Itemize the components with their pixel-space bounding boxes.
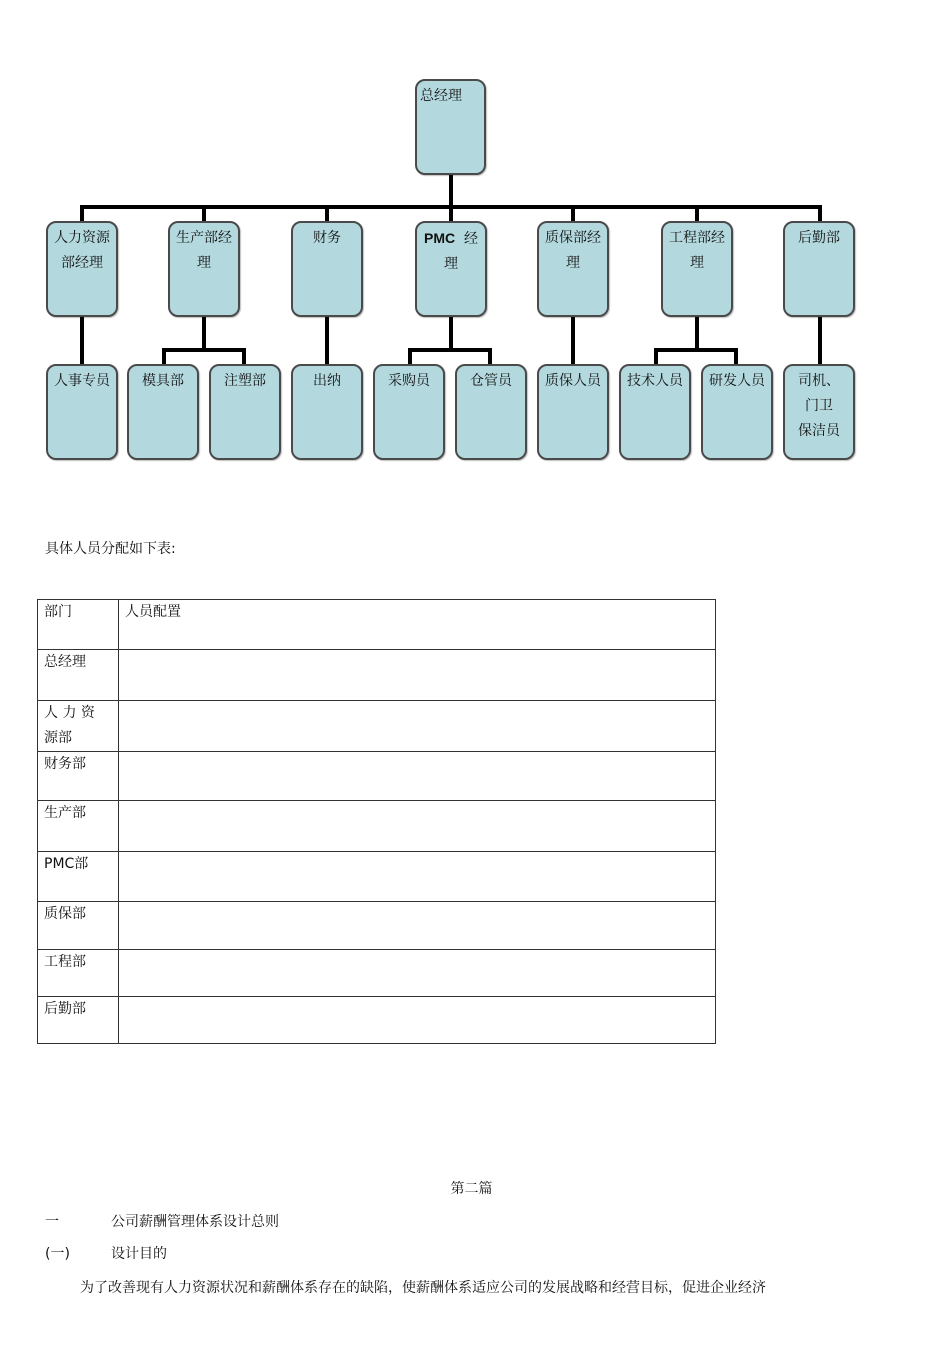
connector-line bbox=[325, 317, 329, 365]
heading-1-text: 公司薪酬管理体系设计总则 bbox=[111, 1214, 279, 1230]
section-title: 第二篇 bbox=[450, 1181, 493, 1197]
org-box-warehouse-keeper bbox=[455, 364, 527, 460]
org-box-engineering-manager bbox=[661, 221, 733, 317]
connector-line bbox=[571, 317, 575, 365]
connector-line bbox=[818, 317, 822, 365]
table-cell-staff bbox=[119, 902, 716, 950]
table-row bbox=[38, 801, 716, 852]
org-box-label: 理 bbox=[444, 256, 458, 272]
table-row bbox=[38, 950, 716, 997]
connector-line bbox=[408, 348, 412, 365]
connector-line bbox=[654, 348, 738, 352]
org-box-cashier bbox=[291, 364, 363, 460]
org-box-label: 理 bbox=[197, 255, 211, 271]
table-cell-dept: 质保部 bbox=[38, 902, 119, 950]
intro-text: 具体人员分配如下表: bbox=[45, 541, 176, 557]
org-box-qa-staff bbox=[537, 364, 609, 460]
org-box-label: 生产部经 bbox=[176, 230, 232, 246]
table-header-cell: 部门 bbox=[38, 600, 119, 650]
connector-line bbox=[80, 317, 84, 365]
connector-line bbox=[695, 317, 699, 351]
org-box-label: 人事专员 bbox=[54, 373, 110, 389]
table-cell-dept: 人 力 资 源部 bbox=[38, 701, 119, 752]
org-box-label: 经 bbox=[464, 231, 479, 247]
org-box-logistics bbox=[783, 221, 855, 317]
org-box-label: 出纳 bbox=[313, 373, 341, 389]
table-row bbox=[38, 650, 716, 701]
org-box-label-latin: PMC bbox=[423, 230, 456, 246]
org-box-label: 理 bbox=[566, 255, 580, 271]
org-box-label: 质保部经 bbox=[545, 230, 601, 246]
connector-line bbox=[488, 348, 492, 365]
org-box-label: 仓管员 bbox=[470, 373, 512, 389]
connector-line bbox=[202, 317, 206, 351]
org-box-rd-staff bbox=[701, 364, 773, 460]
table-header-row bbox=[38, 600, 716, 650]
table-row bbox=[38, 902, 716, 950]
org-box-driver-guard-cleaner bbox=[783, 364, 855, 460]
connector-line bbox=[734, 348, 738, 365]
heading-2-text: 设计目的 bbox=[111, 1246, 167, 1262]
table-row bbox=[38, 997, 716, 1044]
table-cell-dept: PMC部 bbox=[38, 852, 119, 902]
org-box-purchaser bbox=[373, 364, 445, 460]
body-paragraph: 为了改善现有人力资源状况和薪酬体系存在的缺陷，使薪酬体系适应公司的发展战略和经营目标，促进企业经济 bbox=[80, 1280, 766, 1296]
org-box-label: 人力资源 bbox=[54, 230, 110, 246]
org-box-label: 研发人员 bbox=[709, 373, 765, 389]
table-cell-staff bbox=[119, 701, 716, 752]
table-row bbox=[38, 852, 716, 902]
org-box-technician bbox=[619, 364, 691, 460]
org-box-hr-manager bbox=[46, 221, 118, 317]
org-box-qa-manager bbox=[537, 221, 609, 317]
table-cell-dept: 后勤部 bbox=[38, 997, 119, 1044]
table-row bbox=[38, 752, 716, 801]
org-box-general-manager bbox=[415, 79, 486, 175]
org-box-hr-specialist bbox=[46, 364, 118, 460]
org-box-label: 部经理 bbox=[61, 255, 103, 271]
table-row bbox=[38, 701, 716, 752]
table-cell-dept: 生产部 bbox=[38, 801, 119, 852]
org-box-pmc-manager bbox=[415, 221, 487, 317]
connector-line bbox=[408, 348, 492, 352]
org-box-injection-dept bbox=[209, 364, 281, 460]
connector-line bbox=[162, 348, 166, 365]
staff-allocation-table bbox=[37, 599, 716, 1044]
org-box-label: 财务 bbox=[313, 230, 341, 246]
table-cell-staff bbox=[119, 752, 716, 801]
org-box-label: 工程部经 bbox=[669, 230, 725, 246]
table-header-cell: 人员配置 bbox=[119, 600, 716, 650]
table-cell-staff bbox=[119, 950, 716, 997]
table-cell-dept: 财务部 bbox=[38, 752, 119, 801]
table-cell-staff bbox=[119, 650, 716, 701]
heading-2-number: (一) bbox=[45, 1246, 70, 1262]
connector-line bbox=[449, 317, 453, 351]
table-cell-staff bbox=[119, 997, 716, 1044]
heading-1-number: 一 bbox=[45, 1214, 59, 1230]
org-box-label: 注塑部 bbox=[224, 373, 266, 389]
org-box-label: 质保人员 bbox=[545, 373, 601, 389]
table-cell-dept: 总经理 bbox=[38, 650, 119, 701]
connector-line bbox=[449, 175, 453, 207]
org-box-label: 技术人员 bbox=[627, 373, 683, 389]
org-box-finance bbox=[291, 221, 363, 317]
connector-line bbox=[162, 348, 246, 352]
org-box-label: 司机、 bbox=[798, 373, 840, 389]
connector-line bbox=[654, 348, 658, 365]
org-box-label: 采购员 bbox=[388, 373, 430, 389]
org-box-label: 后勤部 bbox=[798, 230, 840, 246]
org-box-label: 理 bbox=[690, 255, 704, 271]
org-box-label: 保洁员 bbox=[798, 423, 840, 439]
org-box-label: 模具部 bbox=[142, 373, 184, 389]
org-box-mold-dept bbox=[127, 364, 199, 460]
connector-line bbox=[242, 348, 246, 365]
table-cell-dept: 工程部 bbox=[38, 950, 119, 997]
table-cell-staff bbox=[119, 801, 716, 852]
org-box-label: 总经理 bbox=[420, 88, 462, 104]
table-cell-staff bbox=[119, 852, 716, 902]
org-box-production-manager bbox=[168, 221, 240, 317]
org-box-label: 门卫 bbox=[805, 398, 833, 414]
